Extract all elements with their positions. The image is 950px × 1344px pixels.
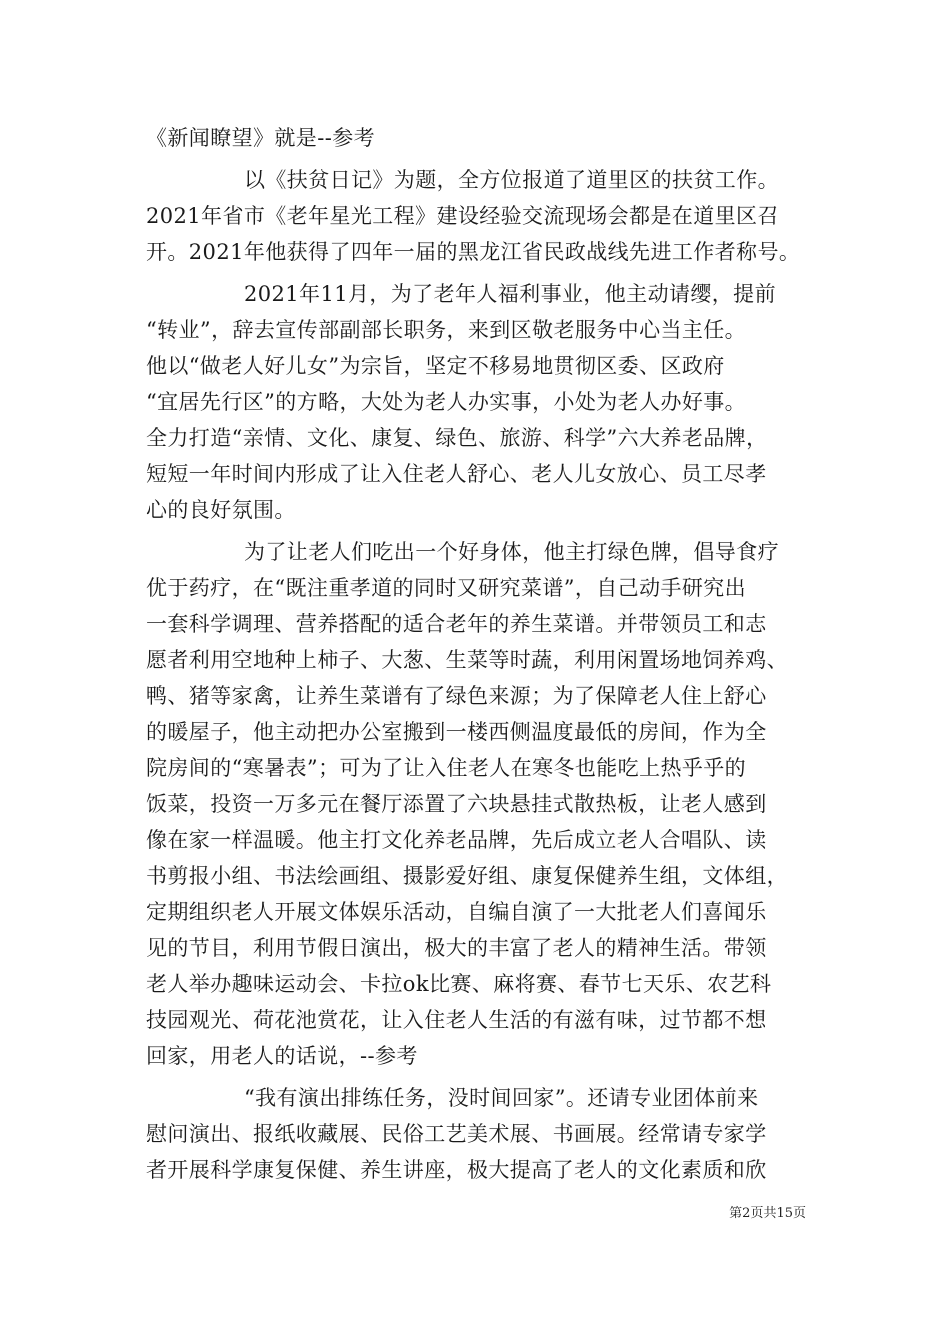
paragraph-line: 开。2021年他获得了四年一届的黑龙江省民政战线先进工作者称号。 [146, 240, 801, 264]
paragraph-line: 者开展科学康复保健、养生讲座，极大提高了老人的文化素质和欣 [146, 1158, 767, 1182]
paragraph-line: 像在家一样温暖。他主打文化养老品牌，先后成立老人合唱队、读 [146, 828, 767, 852]
paragraph-line: 的暖屋子，他主动把办公室搬到一楼西侧温度最低的房间，作为全 [146, 720, 767, 744]
paragraph-line: 老人举办趣味运动会、卡拉ok比赛、麻将赛、春节七天乐、农艺科 [146, 972, 772, 996]
paragraph-line: 书剪报小组、书法绘画组、摄影爱好组、康复保健养生组，文体组， [146, 864, 788, 888]
paragraph-line: 2021年省市《老年星光工程》建设经验交流现场会都是在道里区召 [146, 204, 779, 228]
paragraph-line: 回家，用老人的话说，--参考 [146, 1044, 418, 1068]
page-number-footer: 第2页共15页 [729, 1206, 806, 1221]
paragraph-line: 院房间的“寒暑表”；可为了让入住老人在寒冬也能吃上热乎乎的 [146, 756, 747, 780]
paragraph-line: 技园观光、荷花池赏花，让入住老人生活的有滋有味，过节都不想 [146, 1008, 767, 1032]
paragraph-line: 优于药疗，在“既注重孝道的同时又研究菜谱”，自己动手研究出 [146, 576, 747, 600]
paragraph-line: 心的良好氛围。 [146, 498, 296, 522]
paragraph-line: 见的节目，利用节假日演出，极大的丰富了老人的精神生活。带领 [146, 936, 767, 960]
paragraph-line: 短短一年时间内形成了让入住老人舒心、老人儿女放心、员工尽孝 [146, 462, 767, 486]
paragraph-line: “我有演出排练任务，没时间回家”。还请专业团体前来 [244, 1086, 759, 1110]
paragraph-line: 慰问演出、报纸收藏展、民俗工艺美术展、书画展。经常请专家学 [146, 1122, 767, 1146]
paragraph-line: 以《扶贫日记》为题，全方位报道了道里区的扶贫工作。 [244, 168, 779, 192]
paragraph-line: 他以“做老人好儿女”为宗旨，坚定不移易地贯彻区委、区政府 [146, 354, 725, 378]
paragraph-line: “宜居先行区”的方略，大处为老人办实事，小处为老人办好事。 [146, 390, 747, 414]
paragraph-line: 愿者利用空地种上柿子、大葱、生菜等时蔬，利用闲置场地饲养鸡、 [146, 648, 788, 672]
paragraph-line: 饭菜，投资一万多元在餐厅添置了六块悬挂式散热板，让老人感到 [146, 792, 767, 816]
paragraph-line: 为了让老人们吃出一个好身体，他主打绿色牌，倡导食疗 [244, 540, 779, 564]
paragraph-line: 定期组织老人开展文体娱乐活动，自编自演了一大批老人们喜闻乐 [146, 900, 767, 924]
paragraph-line: 全力打造“亲情、文化、康复、绿色、旅游、科学”六大养老品牌， [146, 426, 768, 450]
document-body [146, 120, 828, 1188]
paragraph-line: 一套科学调理、营养搭配的适合老年的养生菜谱。并带领员工和志 [146, 612, 767, 636]
paragraph-line: 2021年11月，为了老年人福利事业，他主动请缨，提前 [244, 282, 776, 306]
paragraph-line: 《新闻瞭望》就是--参考 [146, 126, 375, 150]
paragraph-line: “转业”，辞去宣传部副部长职务，来到区敬老服务中心当主任。 [146, 318, 747, 342]
paragraph-line: 鸭、猪等家禽，让养生菜谱有了绿色来源；为了保障老人住上舒心 [146, 684, 767, 708]
